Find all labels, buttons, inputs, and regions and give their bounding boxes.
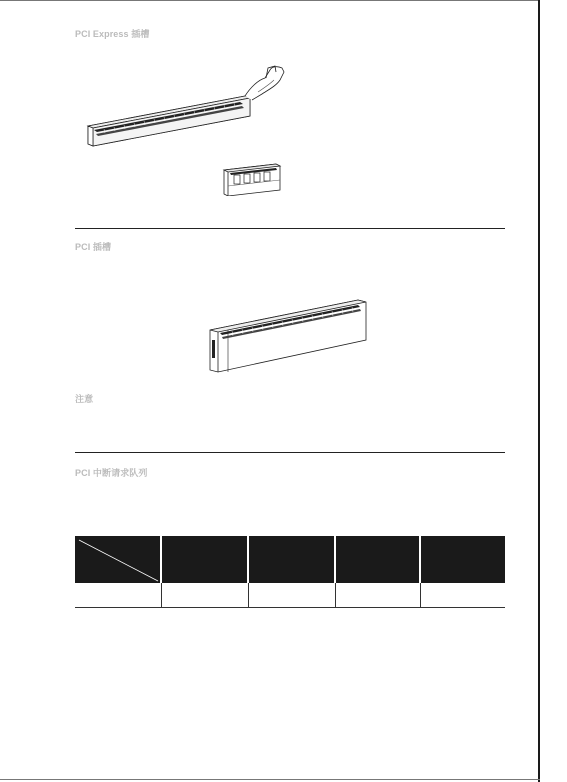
pci-irq-heading: PCI 中断请求队列 bbox=[75, 468, 148, 478]
pci-slot-illustration bbox=[208, 296, 370, 378]
table-header-cell bbox=[336, 536, 419, 583]
page-bottom-border bbox=[0, 779, 540, 780]
page-top-border bbox=[0, 0, 540, 1]
table-header-cell bbox=[249, 536, 334, 583]
table-corner-header-cell bbox=[75, 536, 160, 583]
table-column-divider bbox=[420, 583, 421, 607]
page-right-border bbox=[538, 0, 540, 782]
table-column-divider bbox=[335, 583, 336, 607]
diagonal-split-line bbox=[75, 536, 160, 583]
pci-slot-heading: PCI 插槽 bbox=[75, 242, 112, 252]
table-header-cell bbox=[162, 536, 247, 583]
table-column-divider bbox=[161, 583, 162, 607]
pcie-slot-heading: PCI Express 插槽 bbox=[75, 29, 150, 39]
section-divider bbox=[75, 452, 505, 453]
pcie-x1-slot-illustration bbox=[222, 160, 284, 196]
table-bottom-rule bbox=[75, 607, 505, 608]
pcie-x16-slot-illustration bbox=[80, 58, 295, 158]
table-header-cell bbox=[421, 536, 505, 583]
section-divider bbox=[75, 228, 505, 229]
table-column-divider bbox=[248, 583, 249, 607]
note-heading: 注意 bbox=[75, 394, 94, 404]
